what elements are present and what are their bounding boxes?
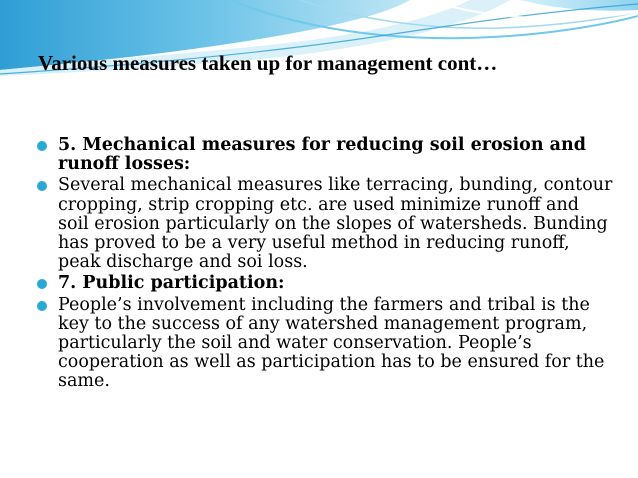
bullet-text: 5. Mechanical measures for reducing soil erosion and runoff losses: — [58, 135, 586, 175]
bullet-text: Several mechanical measures like terracing, bunding, contour cropping, strip cropping etc. are used minimize runoff and soil erosion particularly on the slopes of watersheds. Bunding has proved to be a very useful method in reducing runoff, peak discharge and soi loss. — [58, 175, 613, 273]
slide-title: Various measures taken up for management cont… — [38, 51, 498, 75]
bullet-list — [0, 136, 638, 394]
bullet-item — [0, 176, 638, 272]
bullet-dot-icon — [37, 141, 47, 151]
bullet-dot-icon — [37, 181, 47, 191]
bullet-item — [0, 296, 638, 392]
bullet-text: People’s involvement including the farmers and tribal is the key to the success of any watershed management program, particularly the soil and water conservation. People’s cooperation as well as participation has to be ensured for the same. — [58, 294, 605, 392]
bullet-dot-icon — [37, 279, 47, 289]
bullet-item — [0, 136, 638, 174]
bullet-text: 7. Public participation: — [58, 273, 285, 294]
bullet-item — [0, 274, 638, 293]
bullet-dot-icon — [37, 301, 47, 311]
